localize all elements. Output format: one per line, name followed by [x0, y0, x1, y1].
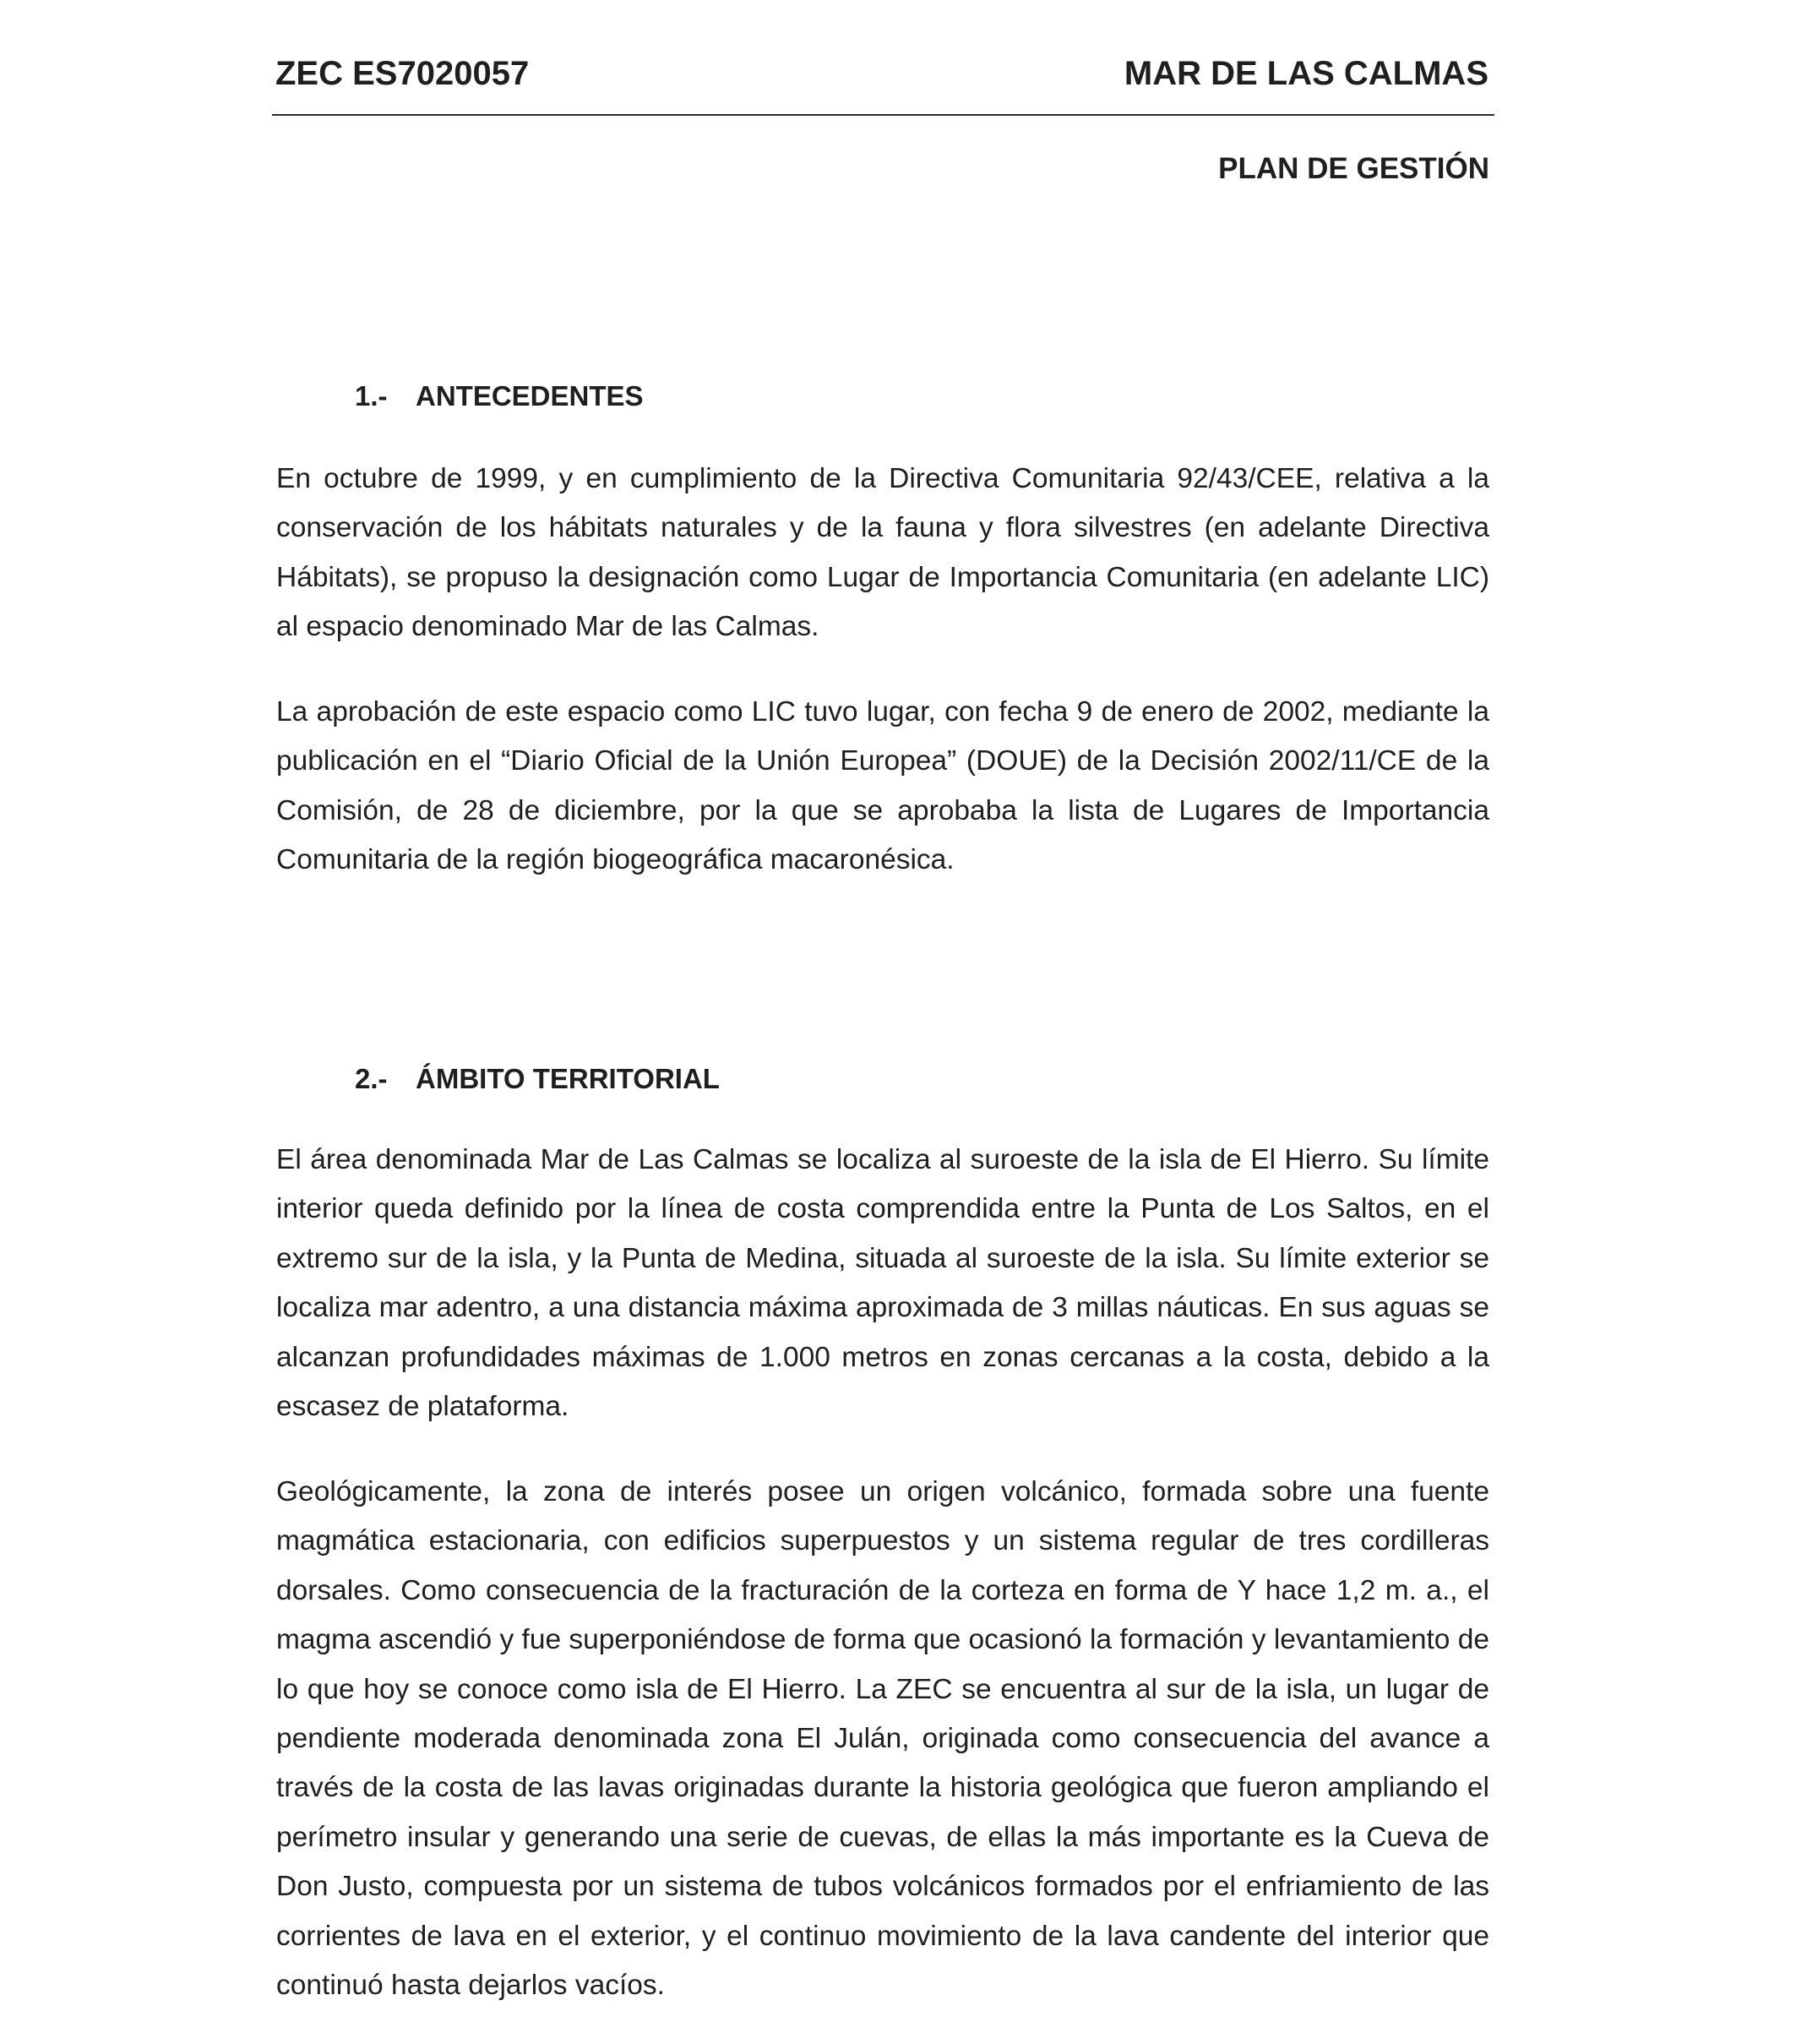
- header-site-name: MAR DE LAS CALMAS: [1124, 55, 1489, 92]
- section-number: 1.-: [355, 380, 388, 412]
- section-title: ANTECEDENTES: [416, 380, 644, 412]
- section-heading-ambito-territorial: [355, 1058, 720, 1100]
- section-title: ÁMBITO TERRITORIAL: [416, 1063, 720, 1094]
- document-subtitle: PLAN DE GESTIÓN: [1218, 152, 1489, 185]
- page-header: [275, 51, 1489, 96]
- header-divider: [272, 114, 1494, 116]
- paragraph: Geológicamente, la zona de interés posee un origen volcánico, formada sobre una fuente magmática estacionaria, con edificios superpuestos y un sistema regular de tres cordilleras dorsales. Como consecuencia de la fracturación de la corteza en forma de Y hace 1,2 m. a., el magma ascendió y fue superponiéndose de forma que ocasionó la formación y levantamiento de lo que hoy se conoce como isla de El Hierro. La ZEC se encuentra al sur de la isla, un lugar de pendiente moderada denominada zona El Julán, originada como consecuencia del avance a través de la costa de las lavas originadas durante la historia geológica que fueron ampliando el perímetro insular y generando una serie de cuevas, de ellas la más importante es la Cueva de Don Justo, compuesta por un sistema de tubos volcánicos formados por el enfriamiento de las corrientes de lava en el exterior, y el continuo movimiento de la lava candente del interior que continuó hasta dejarlos vacíos.: [276, 1476, 1489, 2002]
- section-number: 2.-: [355, 1063, 388, 1094]
- header-site-code: ZEC ES7020057: [275, 55, 530, 92]
- paragraph: El área denominada Mar de Las Calmas se localiza al suroeste de la isla de El Hierro. Su límite interior queda definido por la línea de costa comprendida entre la Punta de Los Saltos, en el extremo sur de la isla, y la Punta de Medina, situada al suroeste de la isla. Su límite exterior se localiza mar adentro, a una distancia máxima aproximada de 3 millas náuticas. En sus aguas se alcanzan profundidades máximas de 1.000 metros en zonas cercanas a la costa, debido a la escasez de plataforma.: [276, 1144, 1489, 1423]
- section-heading-antecedentes: [355, 375, 644, 417]
- paragraph: La aprobación de este espacio como LIC tuvo lugar, con fecha 9 de enero de 2002, mediante la publicación en el “Diario Oficial de la Unión Europea” (DOUE) de la Decisión 2002/11/CE de la Comisión, de 28 de diciembre, por la que se aprobaba la lista de Lugares de Importancia Comunitaria de la región biogeográfica macaronésica.: [276, 696, 1489, 876]
- paragraph: En octubre de 1999, y en cumplimiento de la Directiva Comunitaria 92/43/CEE, relativa a la conservación de los hábitats naturales y de la fauna y flora silvestres (en adelante Directiva Hábitats), se propuso la designación como Lugar de Importancia Comunitaria (en adelante LIC) al espacio denominado Mar de las Calmas.: [276, 463, 1489, 643]
